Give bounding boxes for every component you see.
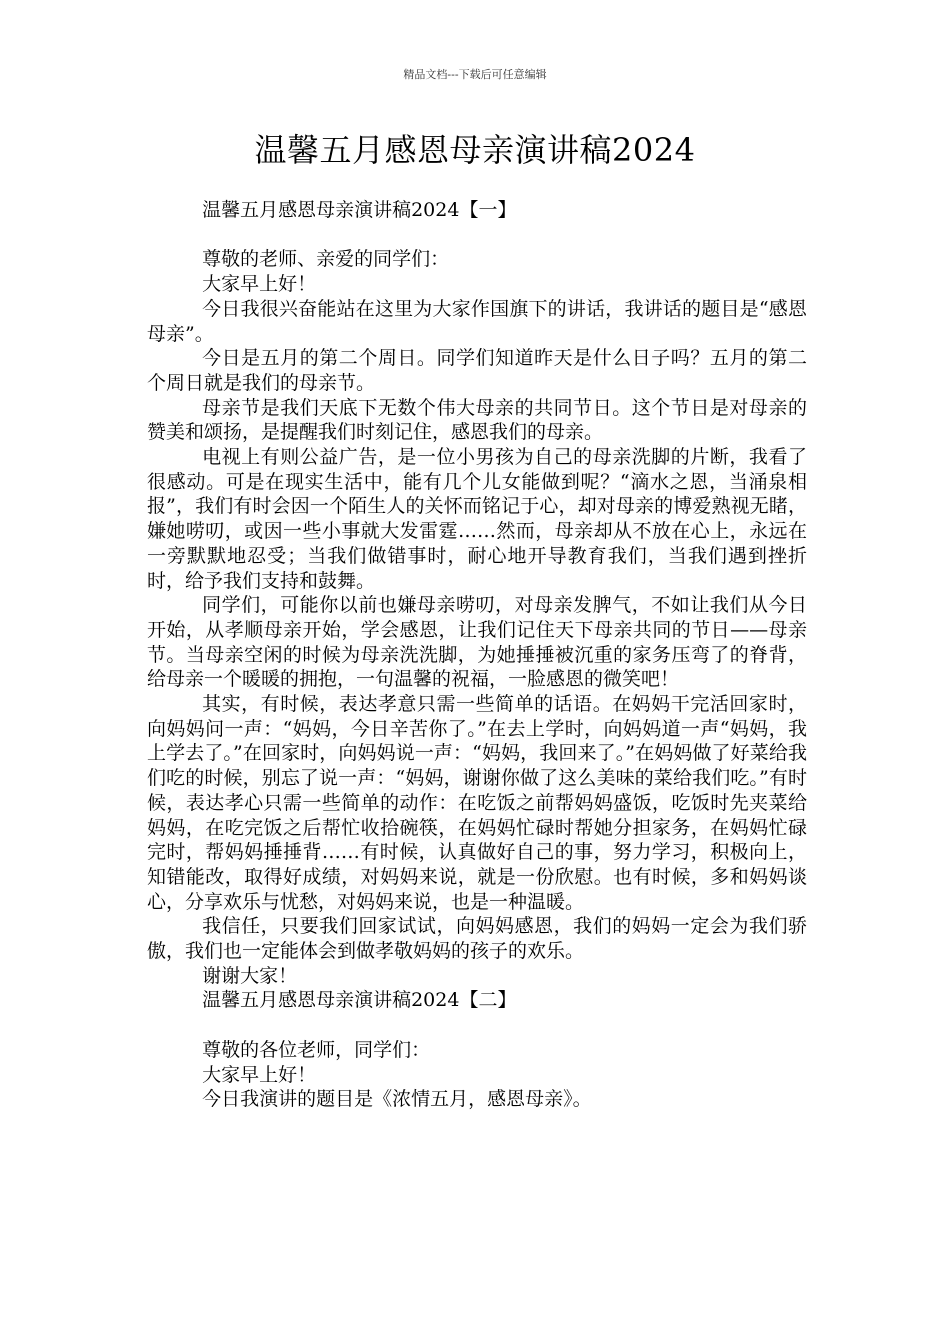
header-note: 精品文档---下载后可任意编辑 [403,68,547,81]
paragraph: 今日我很兴奋能站在这里为大家作国旗下的讲话，我讲话的题目是“感恩母亲”。 [147,297,807,345]
paragraph: 其实，有时候，表达孝意只需一些简单的话语。在妈妈干完活回家时，向妈妈问一声：“妈妈，今日辛苦你了。”在去上学时，向妈妈道一声“妈妈，我上学去了。”在回家时，向妈妈说一声：“妈妈，我回来了。”在妈妈做了好菜给我们吃的时候，别忘了说一声：“妈妈，谢谢你做了这么美味的菜给我们吃。”有时候，表达孝心只需一些简单的动作：在吃饭之前帮妈妈盛饭，吃饭时先夹菜给妈妈，在吃完饭之后帮忙收拾碗筷，在妈妈忙碌时帮她分担家务，在妈妈忙碌完时，帮妈妈捶捶背……有时候，认真做好自己的事，努力学习，积极向上，知错能改，取得好成绩，对妈妈来说，就是一份欣慰。也有时候，多和妈妈谈心，分享欢乐与忧愁，对妈妈来说，也是一种温暖。 [147,693,807,913]
blank-line [147,223,807,248]
document-body [147,198,807,1112]
greeting: 大家早上好！ [202,1063,317,1086]
salutation: 尊敬的各位老师，同学们： [202,1038,431,1061]
document-title: 温馨五月感恩母亲演讲稿2024 [254,131,696,169]
paragraph: 电视上有则公益广告，是一位小男孩为自己的母亲洗脚的片断，我看了很感动。可是在现实生活中，能有几个儿女能做到呢？“滴水之恩，当涌泉相报”，我们有时会因一个陌生人的关怀而铭记于心，却对母亲的博爱熟视无睹，嫌她唠叨，或因一些小事就大发雷霆……然而，母亲却从不放在心上，永远在一旁默默地忍受；当我们做错事时，耐心地开导教育我们，当我们遇到挫折时，给予我们支持和鼓舞。 [147,446,807,592]
paragraph: 我信任，只要我们回家试试，向妈妈感恩，我们的妈妈一定会为我们骄傲，我们也一定能体会到做孝敬妈妈的孩子的欢乐。 [147,915,807,963]
section-heading-1: 温馨五月感恩母亲演讲稿2024【一】 [202,199,517,221]
paragraph: 同学们，可能你以前也嫌母亲唠叨，对母亲发脾气，不如让我们从今日开始，从孝顺母亲开始，学会感恩，让我们记住天下母亲共同的节日——母亲节。当母亲空闲的时候为母亲洗洗脚，为她捶捶被沉重的家务压弯了的脊背，给母亲一个暖暖的拥抱，一句温馨的祝福，一脸感恩的微笑吧！ [147,594,807,691]
section-heading-2: 温馨五月感恩母亲演讲稿2024【二】 [202,989,517,1012]
paragraph: 今日我演讲的题目是《浓情五月，感恩母亲》。 [202,1088,592,1111]
paragraph: 今日是五月的第二个周日。同学们知道昨天是什么日子吗？五月的第二个周日就是我们的母亲节。 [147,347,807,394]
paragraph: 母亲节是我们天底下无数个伟大母亲的共同节日。这个节日是对母亲的赞美和颂扬，是提醒我们时刻记住，感恩我们的母亲。 [147,396,807,444]
blank-line [147,1013,807,1038]
greeting: 大家早上好！ [202,273,317,296]
salutation: 尊敬的老师、亲爱的同学们： [202,248,450,271]
closing: 谢谢大家！ [202,964,298,987]
